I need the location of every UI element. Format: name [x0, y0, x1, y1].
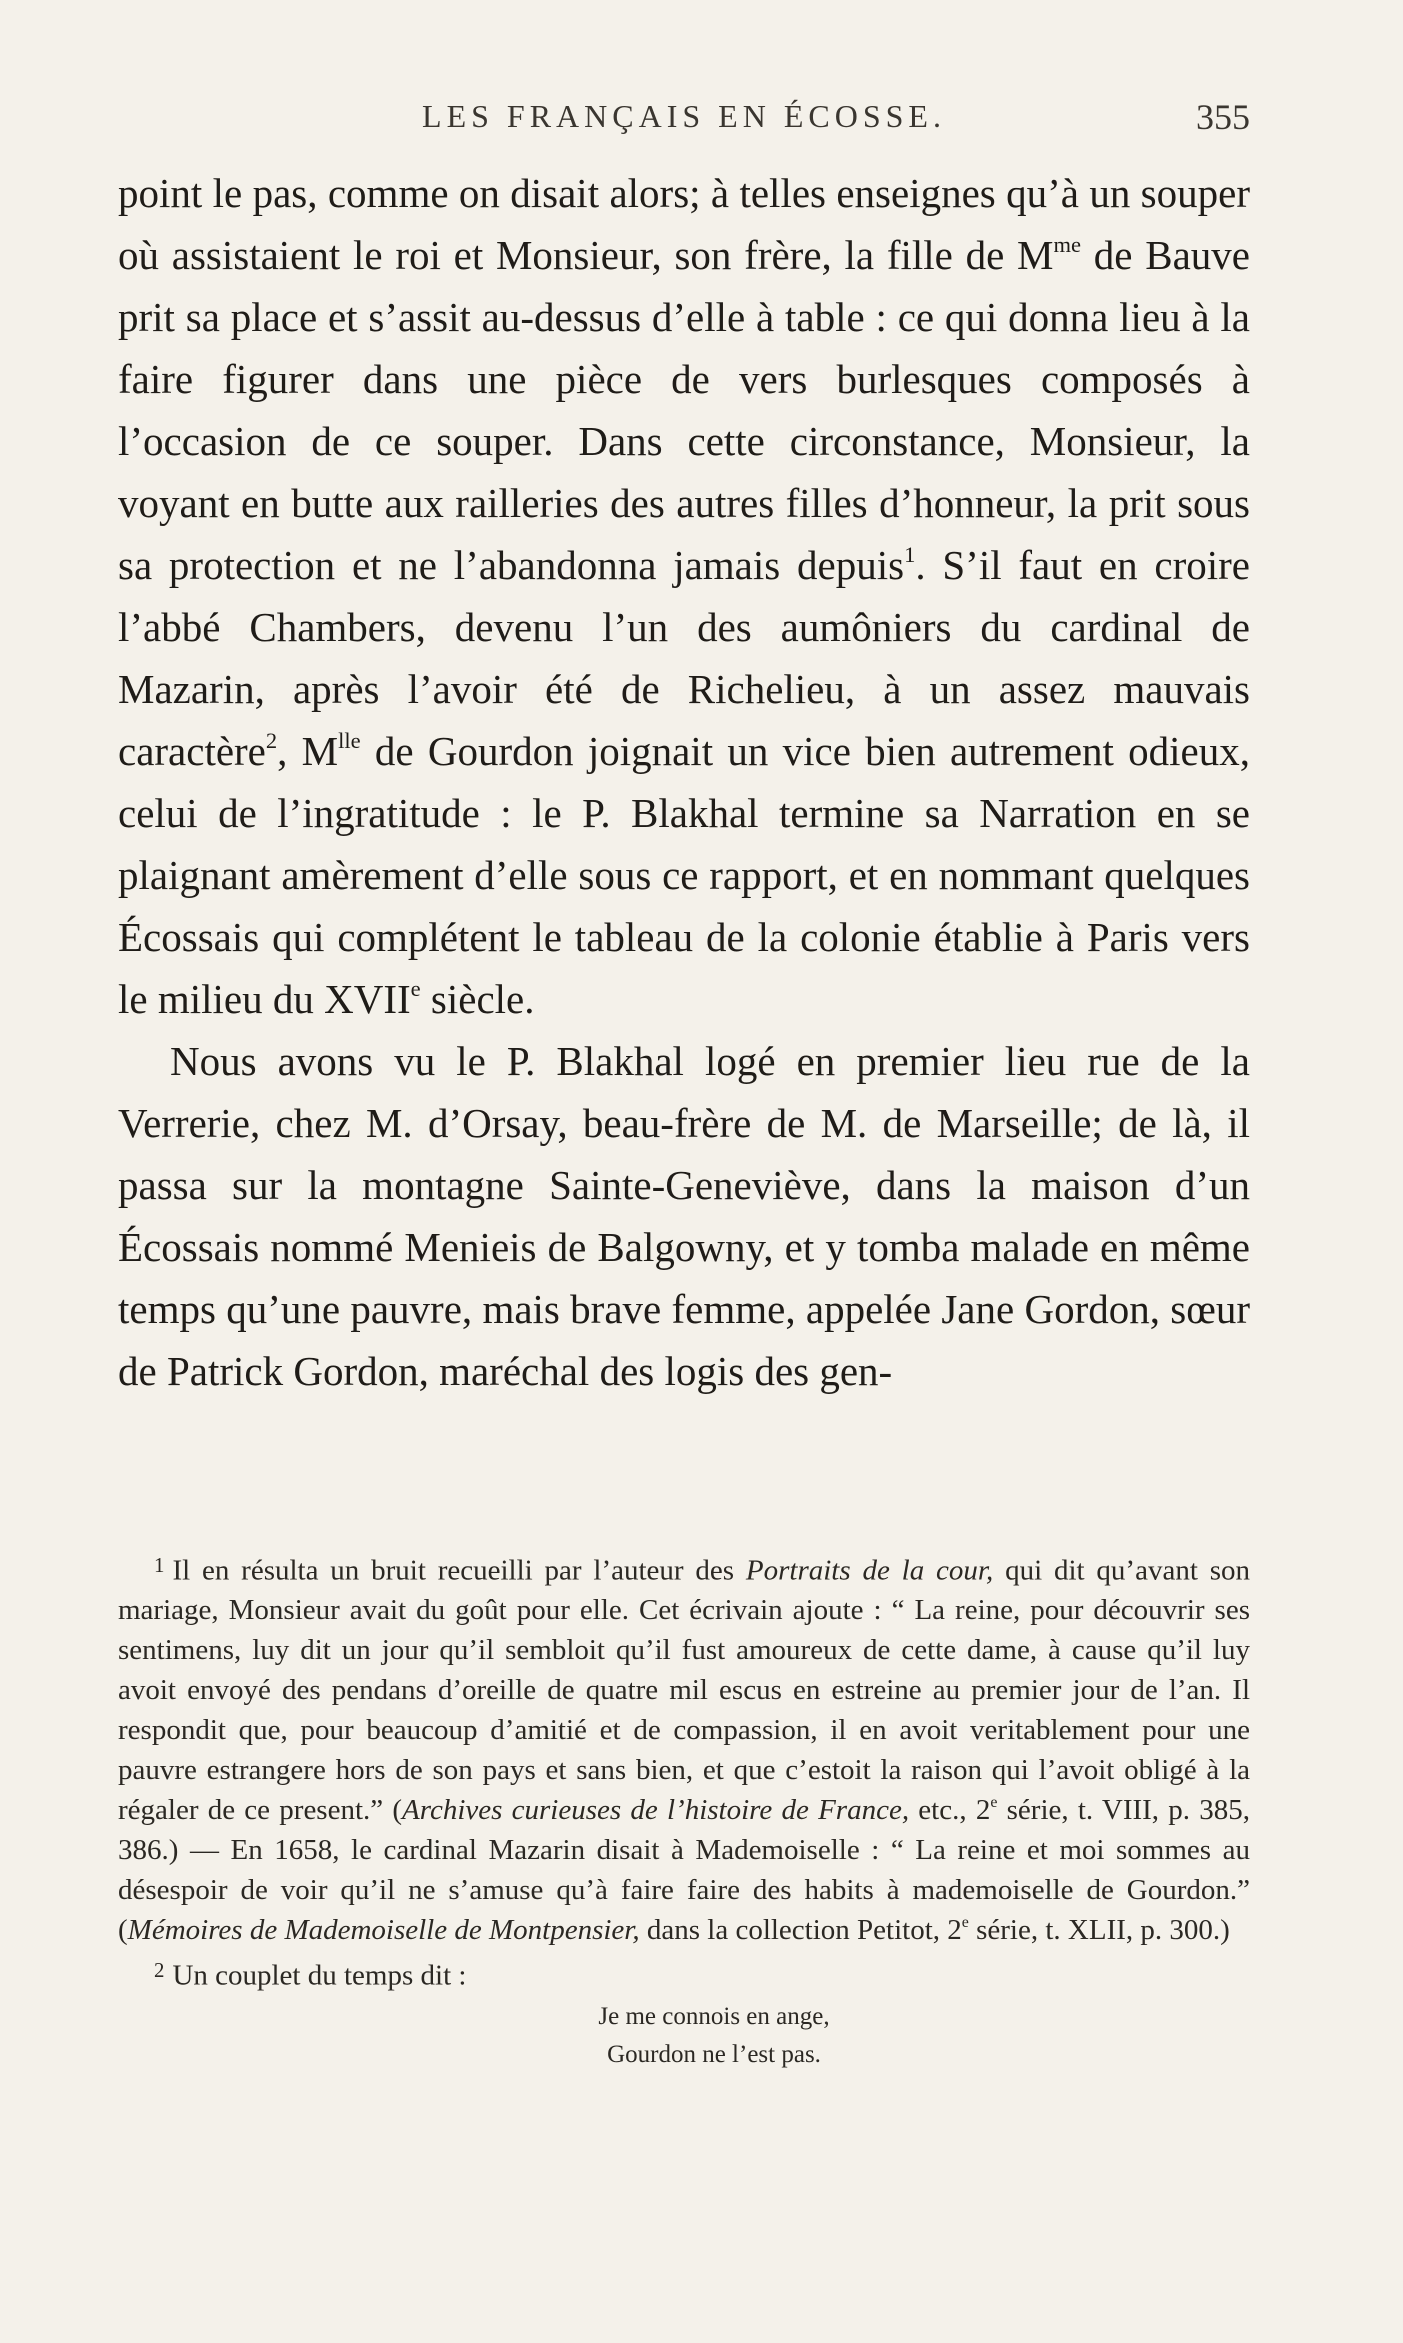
- page-number: 355: [1196, 97, 1250, 137]
- footnote-1: [118, 1545, 1250, 1950]
- running-head: [118, 98, 1250, 148]
- text-run: point le pas, comme on disait alors; à telles enseignes qu’à un souper où assistaient le roi et Monsieur, son frère, la fille de M: [118, 170, 1250, 278]
- superscript-abbrev: e: [961, 1914, 969, 1932]
- text-run: de Gourdon joignait un vice bien autrement odieux, celui de l’ingratitude : le P. Blakhal termine sa Narration en se plaignant amèrement d’elle sous ce rapport, et en nommant quelques Écossais qui complétent le tableau de la colonie établie à Paris vers le milieu du XVII: [118, 728, 1250, 1022]
- superscript-abbrev: e: [990, 1794, 998, 1812]
- text-run: de Bauve prit sa place et s’assit au-dessus d’elle à table : ce qui donna lieu à la faire figurer dans une pièce de vers burlesques composés à l’occasion de ce souper. Dans cette circonstance, Monsieur, la voyant en butte aux railleries des autres filles d’honneur, la prit sous sa protection et ne l’abandonna jamais depuis: [118, 232, 1250, 588]
- italic-title: Archives curieuses de l’histoire de France,: [402, 1794, 910, 1827]
- verse-line: Gourdon ne l’est pas.: [607, 2040, 821, 2068]
- text-run: , M: [277, 728, 339, 774]
- footnote-ref-2[interactable]: 2: [265, 728, 278, 754]
- superscript-abbrev: me: [1053, 232, 1082, 258]
- text-run: Un couplet du temps dit :: [172, 1959, 467, 1992]
- footnote-ref-1[interactable]: 1: [904, 542, 916, 568]
- text-run: etc., 2: [909, 1794, 991, 1827]
- footnotes: [118, 1545, 1250, 2074]
- footnote-2: [118, 1950, 1250, 1995]
- running-title: LES FRANÇAIS EN ÉCOSSE.: [422, 98, 946, 134]
- superscript-abbrev: e: [410, 976, 421, 1002]
- text-run: dans la collection Petitot, 2: [639, 1914, 962, 1947]
- text-run: série, t. VIII, p. 385, 386.) — En 1658, le cardinal Mazarin disait à Mademoiselle : “ La reine et moi sommes au désespoir de voir qu’il ne s’amuse qu’à faire faire des habits à mademoiselle de Gourdon.” (: [118, 1794, 1250, 1947]
- verse-line: Je me connois en ange,: [598, 2002, 830, 2030]
- footnote-mark: 1: [154, 1553, 165, 1577]
- italic-title: Mémoires de Mademoiselle de Montpensier,: [127, 1914, 640, 1947]
- verse-quote: [118, 1998, 1250, 2074]
- text-run: . S’il faut en croire l’abbé Chambers, devenu l’un des aumôniers du cardinal de Mazarin, après l’avoir été de Richelieu, à un assez mauvais caractère: [118, 542, 1250, 774]
- paragraph: Nous avons vu le P. Blakhal logé en premier lieu rue de la Verrerie, chez M. d’Orsay, beau-frère de M. de Marseille; de là, il passa sur la montagne Sainte-Geneviève, dans la maison d’un Écossais nommé Menieis de Balgowny, et y tomba malade en même temps qu’une pauvre, mais brave femme, appelée Jane Gordon, sœur de Patrick Gordon, maréchal des logis des gen-: [118, 1038, 1250, 1394]
- text-run: qui dit qu’avant son mariage, Monsieur avait du goût pour elle. Cet écrivain ajoute : “ La reine, pour découvrir ses sentimens, luy dit un jour qu’il sembloit qu’il fust amoureux de cette dame, à cause qu’il luy avoit envoyé des pendans d’oreille de quatre mil escus en estreine au premier jour de l’an. Il respondit que, pour beaucoup d’amitié et de compassion, il en avoit veritablement pour une pauvre estrangere hors de son pays et sans bien, et que c’estoit la raison qui l’avoit obligé à la régaler de ce present.” (: [118, 1554, 1250, 1827]
- text-run: siècle.: [420, 976, 535, 1022]
- text-run: série, t. XLII, p. 300.): [968, 1914, 1230, 1947]
- text-run: Il en résulta un bruit recueilli par l’auteur des: [172, 1554, 746, 1587]
- italic-title: Portraits de la cour,: [745, 1554, 994, 1587]
- superscript-abbrev: lle: [338, 728, 361, 754]
- paragraph-continued: [118, 162, 1250, 1030]
- body-text: [118, 162, 1250, 1402]
- footnote-mark: 2: [154, 1958, 165, 1983]
